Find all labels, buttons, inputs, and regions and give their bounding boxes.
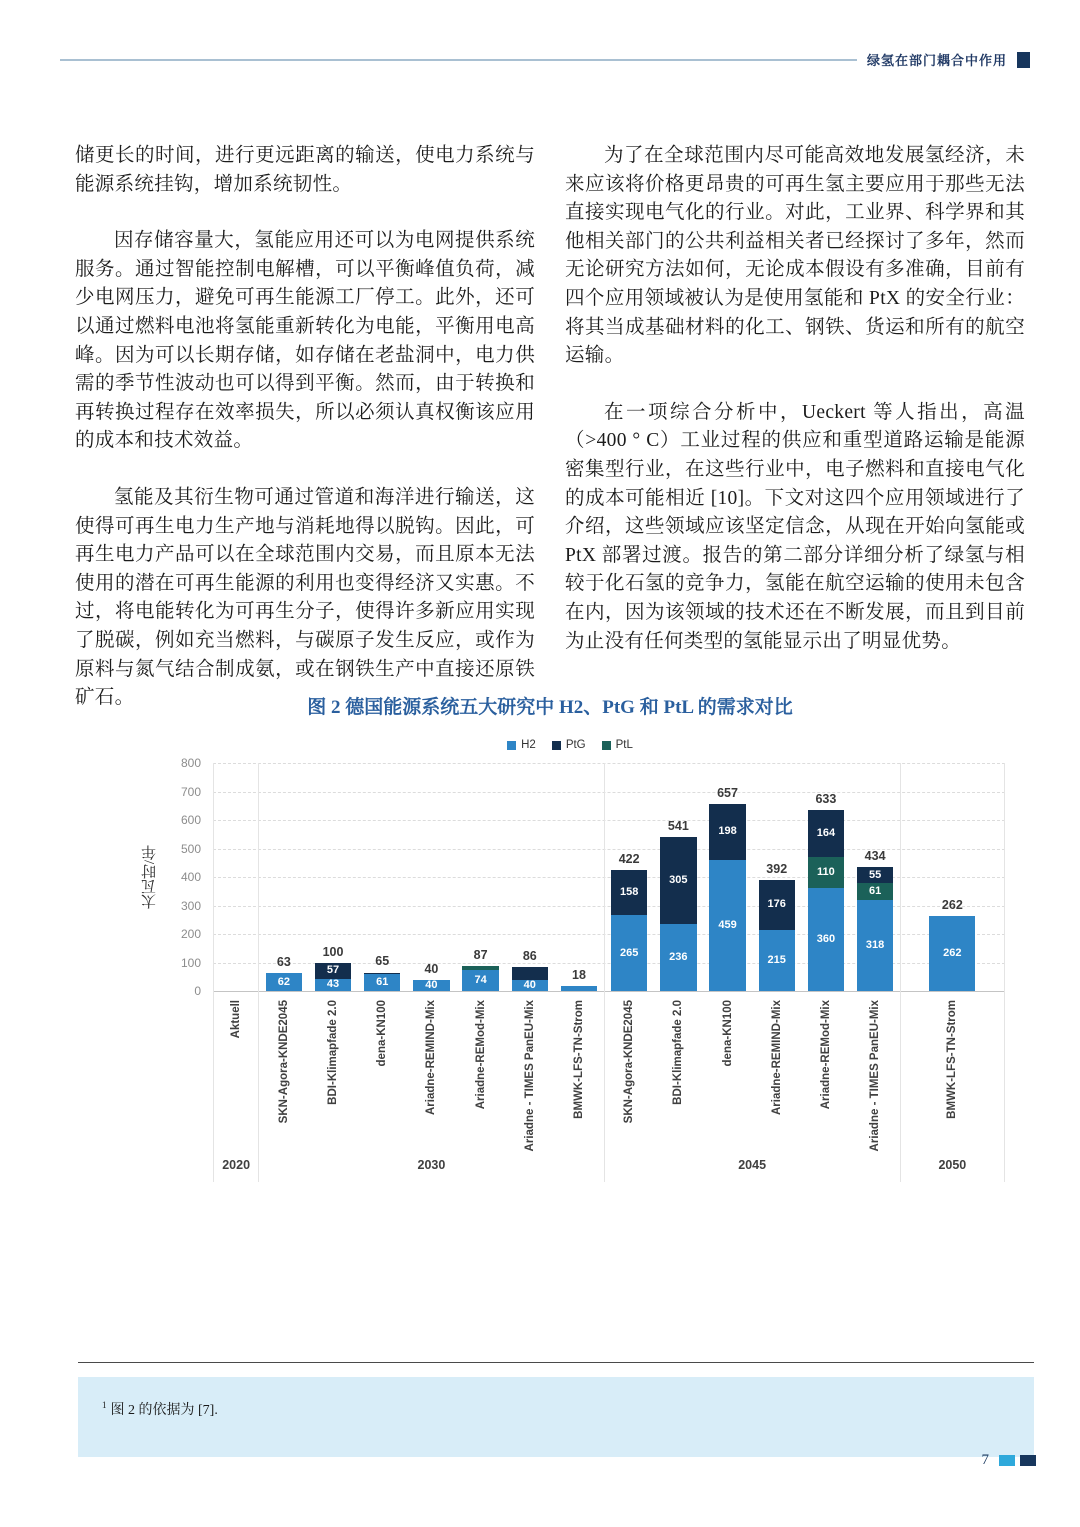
x-label-cell: [654, 1000, 703, 1158]
paragraph: 在一项综合分析中，Ueckert 等人指出，高温（>400 ° C）工业过程的供应和重型道路运输是能源密集型行业，在这些行业中，电子燃料和直接电气化的成本可能相近 [10]。下文对这四个应用领域进行了介绍，这些领域应该坚定信念，从现在开始向氢能或 PtX 部署过渡。报告的第二部分详细分析了绿氢与相较于化石氢的竞争力，氢能在航空运输的使用未包含在内，因为该领域的技术还在不断发展，而且到目前为止没有任何类型的氢能显示出了明显优势。: [565, 401, 1025, 652]
bar-segment-h2: 74: [462, 970, 498, 991]
bar-stack: [462, 966, 498, 991]
legend-item-h2: [507, 739, 536, 751]
header-title: 绿氢在部门耦合中作用: [866, 53, 1007, 68]
bar-segment-h2: 360: [808, 888, 844, 991]
footnote-divider: [78, 1362, 1034, 1363]
year-label: 2020: [222, 1158, 251, 1172]
bar-total-label: 87: [473, 948, 488, 963]
x-label-cell: [456, 1000, 505, 1158]
x-axis-label: Ariadne - TIMES PanEU-Mix: [523, 1000, 536, 1152]
group-labels: [901, 992, 1004, 1158]
page-header: [60, 50, 1030, 69]
group-plot: [259, 763, 603, 992]
bar-column: [801, 763, 850, 991]
y-axis-title: [135, 763, 163, 991]
year-label: 2030: [417, 1158, 446, 1172]
bar-stack: [561, 986, 597, 991]
bar-segment-ptg: 176: [759, 880, 795, 930]
bar-stack: [929, 916, 975, 991]
bar-total-label: 541: [667, 818, 689, 833]
year-label: 2045: [738, 1158, 767, 1172]
legend-swatch-icon: [507, 741, 516, 750]
x-axis-label: dena-KN100: [721, 1000, 734, 1067]
bar-segment-h2: 262: [929, 916, 975, 991]
y-axis-title-text: 太瓦时/年: [141, 844, 158, 910]
group-labels: [214, 992, 258, 1158]
group-plot: [605, 763, 900, 992]
group-plot: [901, 763, 1004, 992]
x-axis-label: Ariadne-REMod-Mix: [819, 1000, 832, 1110]
year-group-2020: [214, 763, 259, 1182]
x-label-cell: [308, 1000, 357, 1158]
y-tick-label: 0: [194, 984, 201, 998]
x-label-cell: [407, 1000, 456, 1158]
footer-square-dark-icon: [1020, 1455, 1036, 1466]
x-axis-label: dena-KN100: [376, 1000, 389, 1067]
y-tick-label: 700: [180, 784, 201, 799]
year-group-2045: [605, 763, 901, 1182]
bar-stack: [611, 870, 647, 991]
paragraph: 为了在全球范围内尽可能高效地发展氢经济，未来应该将价格更昂贵的可再生氢主要应用于那些无法直接实现电气化的行业。对此，工业界、科学界和其他相关部门的公共利益相关者已经探讨了多年，然而无论研究方法如何，无论成本假设有多准确，目前有四个应用领域被认为是使用氢能和 PtX 的安全行业：将其当成基础材料的化工、钢铁、货运和所有的航空运输。: [565, 145, 1025, 367]
y-tick-label: 400: [180, 870, 201, 884]
x-axis-label: Aktuell: [230, 1000, 243, 1039]
x-label-cell: [851, 1000, 900, 1158]
x-label-cell: [505, 1000, 554, 1158]
bar-total-label: 262: [941, 898, 963, 913]
figure-2: [75, 692, 1025, 1182]
bar-total-label: 40: [424, 961, 439, 976]
x-axis-label: BMWK-LFS-TN-Strom: [572, 1000, 585, 1119]
page-number: 7: [981, 1452, 989, 1468]
bar-column: [605, 763, 654, 991]
bar-total-label: 633: [815, 792, 837, 807]
bar-stack: [709, 804, 745, 991]
footnote-text: [78, 1377, 1034, 1419]
x-label-cell: [605, 1000, 654, 1158]
y-tick-label: 800: [180, 756, 201, 770]
bar-total-label: 18: [572, 967, 586, 982]
x-axis-label: Ariadne-REMod-Mix: [474, 1000, 487, 1110]
year-group-2050: [901, 763, 1005, 1182]
bar-column: [358, 763, 407, 991]
y-tick-label: 100: [180, 955, 201, 970]
bar-segment-h2: 43: [315, 979, 351, 991]
footnote-marker: 1: [102, 1400, 107, 1411]
paragraph: 因存储容量大，氢能应用还可以为电网提供系统服务。通过智能控制电解槽，可以平衡峰值负荷，减少电网压力，避免可再生能源工厂停工。此外，还可以通过燃料电池将氢能重新转化为电能，平衡用电高峰。因为可以长期存储，如存储在老盐洞中，电力供需的季节性波动也可以得到平衡。然而，由于转换和再转换过程存在效率损失，所以必须认真权衡该应用的成本和技术效益。: [75, 230, 535, 452]
paragraph: 储更长的时间，进行更远距离的输送，使电力系统与能源系统挂钩，增加系统韧性。: [75, 145, 535, 195]
x-axis-label: SKN-Agora-KNDE2045: [277, 1000, 290, 1124]
x-axis-label: BMWK-LFS-TN-Strom: [946, 1000, 959, 1119]
legend-label: H2: [521, 739, 536, 751]
x-axis-label: SKN-Agora-KNDE2045: [623, 1000, 636, 1124]
bar-stack: [660, 837, 696, 991]
x-label-cell: [703, 1000, 752, 1158]
bar-segment-h2: 318: [857, 900, 893, 991]
bar-segment-h2: 265: [611, 915, 647, 991]
year-group-2030: [259, 763, 604, 1182]
footnote-body: 图 2 的依据为 [7].: [110, 1403, 218, 1418]
bar-total-label: 657: [717, 785, 738, 800]
x-axis-label: Ariadne-REMIND-Mix: [770, 1000, 783, 1116]
bar-segment-h2: 40: [512, 980, 548, 991]
left-column: [75, 142, 535, 741]
page-footer: [982, 1452, 1037, 1469]
bar-segment-h2: [561, 986, 597, 991]
bar-segment-ptg: 57: [315, 963, 351, 979]
x-label-cell: [358, 1000, 407, 1158]
x-axis-label: Ariadne-REMIND-Mix: [425, 1000, 438, 1116]
header-square-icon: [1017, 52, 1030, 68]
group-labels: [259, 992, 603, 1158]
x-axis-label: Ariadne - TIMES PanEU-Mix: [869, 1000, 882, 1152]
bar-segment-h2: 459: [709, 860, 745, 991]
bar-column: [505, 763, 554, 991]
legend-swatch-icon: [602, 741, 611, 750]
bar-total-label: 100: [322, 944, 344, 959]
bar-segment-h2: 236: [660, 924, 696, 991]
group-labels: [605, 992, 900, 1158]
y-tick-label: 600: [180, 813, 201, 827]
bar-segment-h2: 62: [266, 973, 302, 991]
x-label-cell: [554, 1000, 603, 1158]
bar-stack: [413, 980, 449, 991]
bar-stack: [857, 867, 893, 991]
legend-label: PtG: [565, 739, 586, 751]
bar-segment-ptl: 61: [857, 883, 893, 900]
x-label-cell: [752, 1000, 801, 1158]
bar-total-label: 422: [618, 852, 640, 867]
bar-total-label: 65: [375, 954, 390, 969]
chart-body: [135, 756, 1005, 1182]
bar-total-label: 86: [522, 948, 537, 963]
x-axis-label: BDI-Klimapfade 2.0: [672, 1000, 685, 1105]
bar-segment-h2: 40: [413, 980, 449, 991]
bar-segment-ptg: 198: [709, 804, 745, 860]
bar-column: [703, 763, 752, 991]
bar-segment-ptg: 164: [808, 810, 844, 857]
bar-total-label: 392: [766, 861, 788, 876]
bar-segment-ptl: 110: [808, 857, 844, 888]
body-text: [75, 142, 1025, 741]
chart: [135, 739, 1005, 1182]
x-axis-label: BDI-Klimapfade 2.0: [327, 1000, 340, 1105]
x-label-cell: [214, 1000, 258, 1158]
bar-stack: [759, 880, 795, 991]
y-tick-label: 500: [180, 841, 201, 856]
legend-item-ptg: [552, 739, 586, 751]
legend-label: PtL: [615, 739, 633, 751]
bar-segment-h2: 61: [364, 974, 400, 991]
plot-area: [213, 763, 1005, 1182]
y-axis: [163, 756, 213, 998]
bar-column: [901, 763, 1004, 991]
bar-segment-h2: 215: [759, 930, 795, 991]
y-tick-label: 200: [180, 927, 201, 941]
bar-stack: [266, 973, 302, 991]
year-label: 2050: [938, 1158, 967, 1172]
header-rule: [60, 59, 857, 61]
chart-legend: [135, 739, 1005, 751]
x-label-cell: [259, 1000, 308, 1158]
bar-segment-ptg: 55: [857, 867, 893, 883]
bar-groups: [213, 763, 1005, 1182]
bar-segment-ptg: 158: [611, 870, 647, 915]
x-label-cell: [901, 1000, 1004, 1158]
bar-column: [554, 763, 603, 991]
y-tick-label: 300: [180, 898, 201, 913]
figure-title: 图 2 德国能源系统五大研究中 H2、PtG 和 PtL 的需求对比: [307, 697, 793, 718]
bar-segment-ptg: 305: [660, 837, 696, 924]
legend-item-ptl: [602, 739, 633, 751]
bar-total-label: 63: [276, 955, 291, 970]
footer-square-light-icon: [999, 1455, 1015, 1466]
bar-column: [851, 763, 900, 991]
paragraph: 氢能及其衍生物可通过管道和海洋进行输送，这使得可再生电力生产地与消耗地得以脱钩。因此，可再生电力产品可以在全球范围内交易，而且原本无法使用的潜在可再生能源的利用也变得经济又实惠。不过，将电能转化为可再生分子，使得许多新应用实现了脱碳，例如充当燃料，与碳原子发生反应，或作为原料与氮气结合制成氨，或在钢铁生产中直接还原铁矿石。: [75, 486, 535, 709]
footnote-box: [78, 1377, 1034, 1457]
bar-stack: [808, 810, 844, 991]
x-label-cell: [801, 1000, 850, 1158]
right-column: [565, 142, 1025, 741]
bar-total-label: 434: [864, 849, 886, 864]
legend-swatch-icon: [552, 741, 561, 750]
